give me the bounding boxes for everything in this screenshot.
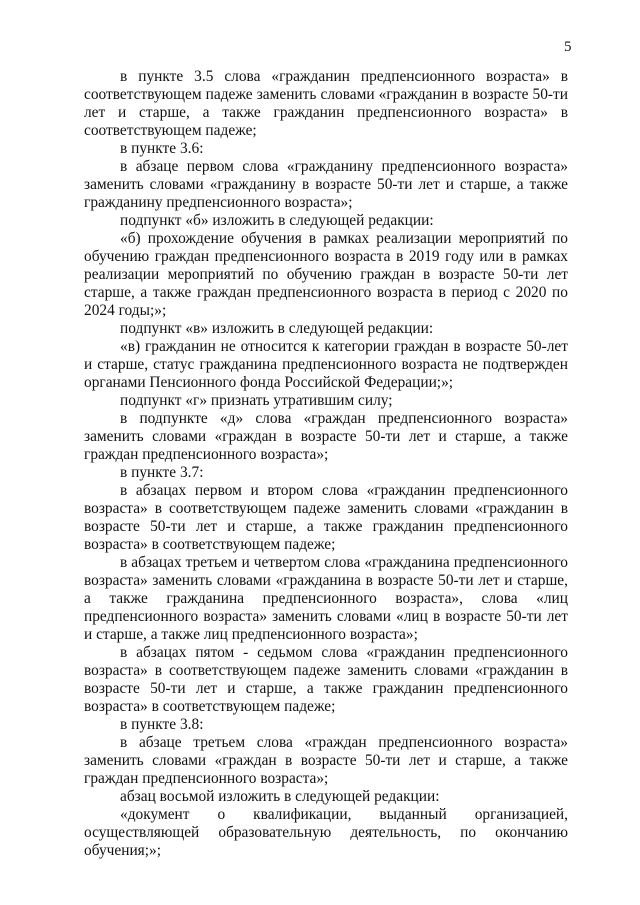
paragraph: в абзацах пятом - седьмом слова «гражданин предпенсионного возраста» в соответствующем падеже заменить словами «гражданин в возрасте 50-ти лет и старше, а также гражданин предпенсионного возраста» в соответствующем падеже; bbox=[84, 644, 568, 715]
paragraph: «в) гражданин не относится к категории граждан в возрасте 50-лет и старше, статус гражданина предпенсионного возраста не подтвержден органами Пенсионного фонда Российской Федерации;»; bbox=[84, 338, 568, 391]
paragraph: «б) прохождение обучения в рамках реализации мероприятий по обучению граждан предпенсионного возраста в 2019 году или в рамках реализации мероприятий по обучению граждан в возрасте 50-ти лет старше, а также граждан предпенсионного возраста в период с 2020 по 2024 годы;»; bbox=[84, 230, 568, 319]
paragraph: в пункте 3.7: bbox=[120, 464, 204, 481]
paragraph: в пункте 3.6: bbox=[120, 140, 204, 157]
paragraph: в пункте 3.8: bbox=[120, 716, 204, 733]
paragraph: в пункте 3.5 слова «гражданин предпенсионного возраста» в соответствующем падеже заменить словами «гражданин в возрасте 50-ти лет и старше, а также гражданин предпенсионного возраста» в соответствующем падеже; bbox=[84, 68, 568, 139]
paragraph: «документ о квалификации, выданный организацией, осуществляющей образовательную деятельность, по окончанию обучения;»; bbox=[84, 806, 568, 859]
paragraph: в подпункте «д» слова «граждан предпенсионного возраста» заменить словами «граждан в возрасте 50-ти лет и старше, а также граждан предпенсионного возраста»; bbox=[84, 410, 568, 463]
paragraph: абзац восьмой изложить в следующей редакции: bbox=[120, 788, 440, 805]
paragraph: в абзацах первом и втором слова «гражданин предпенсионного возраста» в соответствующем падеже заменить словами «гражданин в возрасте 50-ти лет и старше, а также гражданин предпенсионного возраста» в соответствующем падеже; bbox=[84, 482, 568, 553]
paragraph: подпункт «б» изложить в следующей редакции: bbox=[120, 212, 434, 229]
paragraph: в абзаце третьем слова «граждан предпенсионного возраста» заменить словами «граждан в возрасте 50-ти лет и старше, а также граждан предпенсионного возраста»; bbox=[84, 734, 568, 787]
document-body bbox=[84, 68, 568, 860]
paragraph: подпункт «г» признать утратившим силу; bbox=[120, 392, 393, 409]
paragraph: в абзаце первом слова «гражданину предпенсионного возраста» заменить словами «гражданину в возрасте 50-ти лет и старше, а также гражданину предпенсионного возраста»; bbox=[84, 158, 568, 211]
page-number: 5 bbox=[564, 39, 572, 55]
paragraph: в абзацах третьем и четвертом слова «гражданина предпенсионного возраста» заменить словами «гражданина в возрасте 50-ти лет и старше, а также гражданина предпенсионного возраста», слова «лиц предпенсионного возраста» заменить словами «лиц в возрасте 50-ти лет и старше, а также лиц предпенсионного возраста»; bbox=[84, 554, 568, 643]
paragraph: подпункт «в» изложить в следующей редакции: bbox=[120, 320, 434, 337]
